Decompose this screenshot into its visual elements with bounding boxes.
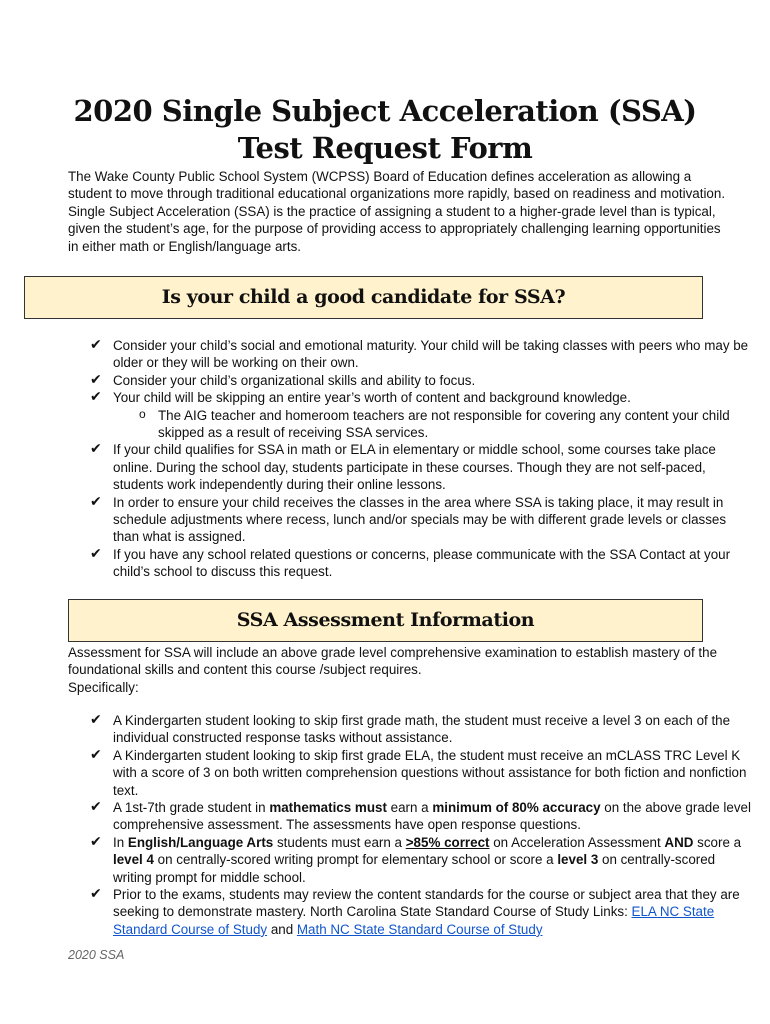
list-item: ✔ Consider your child’s organizational skills and ability to focus.: [90, 371, 476, 388]
list-item: ✔ Consider your child’s social and emotional maturity. Your child will be taking classes with peers who may be older or they will be working on their own.: [90, 337, 749, 371]
checkmark-icon: ✔: [90, 799, 102, 816]
list-item: ✔ In English/Language Arts students must earn a >85% correct on Acceleration Assessment AND score a level 4 on centrally-scored writing prompt for elementary school or score a level 3 on centrally-scored writing prompt for middle school.: [90, 833, 742, 885]
checkmark-icon: ✔: [90, 545, 102, 562]
checkmark-icon: ✔: [90, 712, 102, 728]
list-item: ✔ Prior to the exams, students may review the content standards for the course or subject area that they are seeking to demonstrate mastery. North Carolina State Standard Course of Study Links: ELA NC State Standard Course of Study and Math NC State Standard Course of Study: [90, 886, 740, 937]
assessment-intro: Assessment for SSA will include an above grade level comprehensive examination to establish mastery of the foundational skills and content this course /subject requires. Specifically:: [68, 644, 733, 696]
section-heading-assessment: SSA Assessment Information: [236, 609, 535, 631]
list-item: ✔ If you have any school related questions or concerns, please communicate with the SSA Contact at your child’s school to discuss this request.: [90, 545, 731, 580]
checkmark-icon: ✔: [90, 389, 102, 406]
candidate-checklist: [90, 337, 755, 581]
specifically-label: Specifically:: [68, 679, 139, 695]
assessment-checklist: [90, 712, 755, 938]
page-title: 2020 Single Subject Acceleration (SSA): [73, 94, 697, 128]
list-item: ✔ A Kindergarten student looking to skip first grade math, the student must receive a level 3 on each of the individual constructed response tasks without assistance.: [90, 712, 731, 746]
ela-standards-link[interactable]: ELA NC State Standard Course of Study: [113, 904, 715, 937]
section-heading-candidate: Is your child a good candidate for SSA?: [161, 286, 566, 308]
checkmark-icon: ✔: [90, 746, 102, 763]
page-footer: 2020 SSA: [68, 948, 125, 962]
checkmark-icon: ✔: [90, 886, 102, 903]
list-item: ✔ If your child qualifies for SSA in math or ELA in elementary or middle school, some courses take place online. During the school day, students participate in these courses. Though they are not self-paced, students work independently during their online lessons.: [90, 441, 716, 493]
checkmark-icon: ✔: [90, 493, 102, 510]
section-banner-assessment: [68, 599, 703, 642]
section-banner-candidate: [24, 276, 703, 319]
page-subtitle: Test Request Form: [237, 131, 533, 165]
circle-bullet-icon: o: [139, 406, 146, 421]
checkmark-icon: ✔: [90, 833, 102, 850]
list-item: ✔ In order to ensure your child receives the classes in the area where SSA is taking place, it may result in schedule adjustments where recess, lunch and/or specials may be with different grade levels or classes than what is assigned.: [90, 493, 727, 545]
checkmark-icon: ✔: [90, 441, 102, 458]
sub-list-item: o The AIG teacher and homeroom teachers are not responsible for covering any content your child skipped as a result of receiving SSA services.: [139, 406, 730, 441]
list-item: ✔ Your child will be skipping an entire year’s worth of content and background knowledge.: [90, 389, 631, 406]
list-item: ✔ A 1st-7th grade student in mathematics must earn a minimum of 80% accuracy on the above grade level comprehensive assessment. The assessments have open response questions.: [90, 799, 751, 833]
list-item: ✔ A Kindergarten student looking to skip first grade ELA, the student must receive an mCLASS TRC Level K with a score of 3 on both written comprehension questions without assistance for both fiction and nonfiction text.: [90, 746, 747, 798]
checkmark-icon: ✔: [90, 371, 102, 388]
math-standards-link[interactable]: Math NC State Standard Course of Study: [296, 921, 543, 937]
checkmark-icon: ✔: [90, 337, 102, 353]
intro-paragraph: The Wake County Public School System (WCPSS) Board of Education defines acceleration as allowing a student to move through traditional educational organizations more rapidly, based on readiness and motivation. Single Subject Acceleration (SSA) is the practice of assigning a student to a higher-grade level than is typical, given the student’s age, for the purpose of providing access to appropriately challenging learning opportunities in either math or English/language arts.: [68, 169, 726, 254]
